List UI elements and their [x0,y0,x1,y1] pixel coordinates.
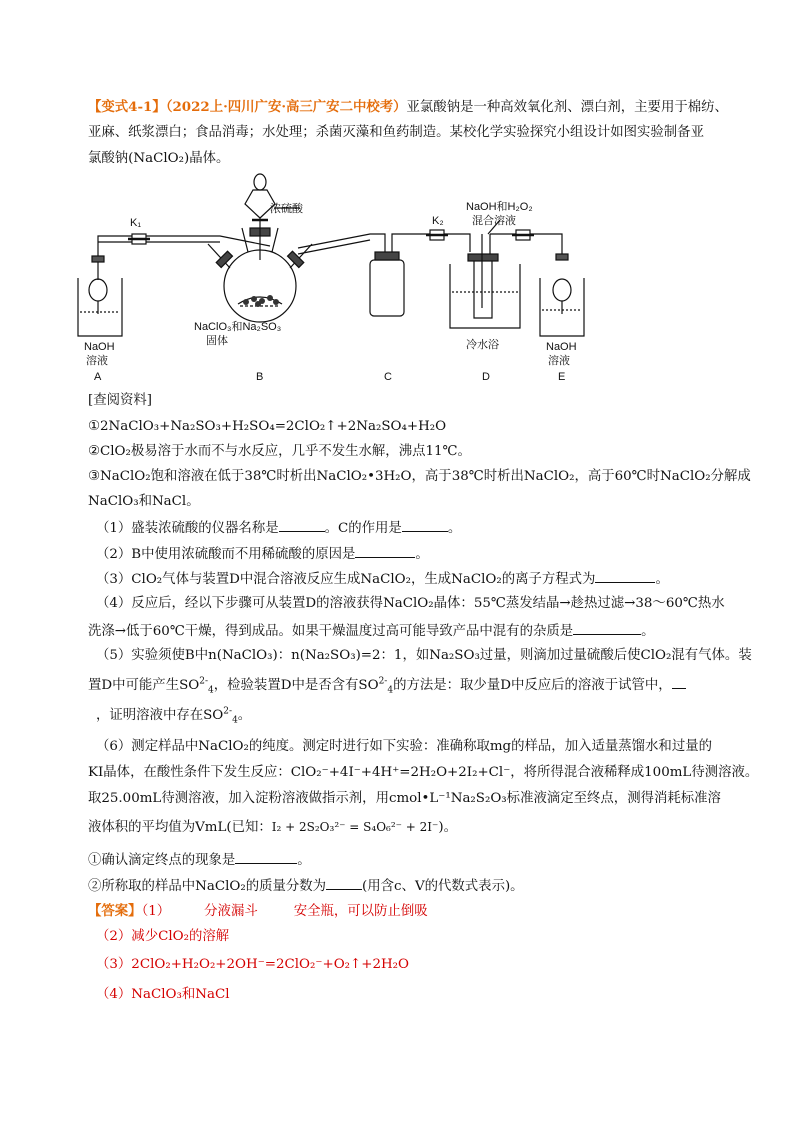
separatory-funnel [245,174,300,260]
q1-text-c: 。 [447,521,462,536]
label-conc-acid: 浓硫酸 [270,203,303,215]
q4-text-b: 洗涤→低于60℃干燥，得到成品。如果干燥温度过高可能导致产品中混有的杂质是 [88,624,574,639]
q6-blank-1[interactable] [235,850,297,864]
answer-2: （2）减少ClO₂的溶解 [96,929,230,944]
answer-1-num: （1） [141,904,171,919]
sulfate-formula-3: $SO^{2-}_4$ [203,706,238,726]
question-6c: 取25.00mL待测溶液，加入淀粉溶液做指示剂，用cmol•L⁻¹Na₂S₂O₃标准液滴定至终点，测得消耗标准溶 [88,791,721,806]
question-5b [88,675,686,695]
info-item-1: ①2NaClO₃+Na₂SO₃+H₂SO₄=2ClO₂↑+2Na₂SO₄+H₂O [88,419,447,434]
info-item-3b: NaClO₃和NaCl。 [88,494,200,509]
q6-text-d2: )。 [438,820,457,835]
variant-tag: 【变式4-1】 [88,99,166,115]
beaker-e [540,254,584,336]
q5-blank[interactable] [672,675,686,689]
question-2 [96,544,429,564]
info-item-2: ②ClO₂极易溶于水而不与水反应，几乎不发生水解，沸点11℃。 [88,444,471,459]
source-tag: （2022上·四川广安·高三广安二中校考） [165,99,407,115]
sulfate-formula-1: $SO^{2-}_4$ [179,676,214,696]
label-naoh-h2o2: NaOH和H₂O₂ [466,201,533,213]
answer-1-value-1: 分液漏斗 [204,904,258,919]
stopcock-k2 [426,230,448,240]
q2-blank[interactable] [355,544,415,558]
label-a: A [94,371,102,383]
answer-3-text-2: +O₂↑+2H₂O [322,957,410,972]
question-1 [96,518,461,538]
q6-blank-2[interactable] [326,876,362,890]
q1-blank-2[interactable] [402,518,448,532]
label-e: E [558,371,566,383]
label-naoh-e: NaOH [546,341,577,353]
question-4a: （4）反应后，经以下步骤可从装置D的溶液获得NaClO₂晶体：55℃蒸发结晶→趁热过滤→38～60℃热水 [96,596,725,611]
tube-a-b [98,236,270,258]
label-mixed-solution: 混合溶液 [472,215,516,227]
question-6d [88,818,457,837]
q6-text-e2: 。 [297,853,311,868]
answer-4: （4）NaClO₃和NaCl [96,987,230,1002]
question-3 [96,569,669,589]
intro-line-3: 氯酸钠(NaClO₂)晶体。 [88,151,230,166]
q5-text-b3: 的方法是：取少量D中反应后的溶液于试管中， [393,678,672,693]
beaker-a [78,256,122,336]
q5-text-c1: ，证明溶液中存在 [96,708,204,723]
label-c: C [384,371,392,383]
q3-text-a: （3）ClO₂气体与装置D中混合溶液反应生成NaClO₂，生成NaClO₂的离子方程式为 [96,572,596,587]
q1-text-a: （1）盛装浓硫酸的仪器名称是 [96,521,279,536]
q2-text-b: 。 [415,547,429,562]
q6-text-f1: ②所称取的样品中NaClO₂的质量分数为 [88,879,327,894]
q6-text-f2: (用含c、V的代数式表示)。 [362,879,524,894]
label-k2: K₂ [432,215,444,227]
q6-text-d1: 液体积的平均值为VmL(已知： [88,820,272,835]
info-heading: [查阅资料] [88,393,153,408]
answer-3 [96,956,409,974]
label-naoh-a: NaOH [84,341,115,353]
q3-text-b: 。 [655,572,669,587]
label-solid-1: NaClO₃和Na₂SO₃ [194,321,282,333]
question-5a: （5）实验须使B中n(NaClO₃)：n(Na₂SO₃)=2：1，如Na₂SO₃过量，则滴加过量硫酸后使ClO₂混有气体。装 [96,648,752,663]
q1-blank-1[interactable] [279,518,325,532]
question-6f [88,876,524,896]
answer-label: 【答案】 [88,903,142,919]
label-solution-e: 溶液 [548,355,570,367]
stopcock-e [512,230,534,240]
answer-1-value-2: 安全瓶，可以防止倒吸 [293,904,428,919]
answer-3-text-1: （3）2ClO₂+H₂O₂+2OH⁻=2 [96,957,285,972]
apparatus-diagram [70,168,610,383]
label-b: B [256,371,264,383]
question-6e [88,850,311,870]
label-cold-bath: 冷水浴 [466,339,499,351]
answer-1 [88,902,428,921]
q1-text-b: 。C的作用是 [324,521,402,536]
label-solid-2: 固体 [206,335,228,347]
intro-line-1 [88,98,728,117]
q5-text-c2: 。 [237,708,252,723]
label-d: D [482,371,490,383]
q4-blank[interactable] [573,621,641,635]
q3-blank[interactable] [595,569,655,583]
info-item-3a: ③NaClO₂饱和溶液在低于38℃时析出NaClO₂•3H₂O，高于38℃时析出NaClO₂，高于60℃时NaClO₂分解成 [88,469,751,484]
label-k1: K₁ [130,217,142,229]
iodine-thiosulfate-equation: I₂ + 2S₂O₃²⁻ = S₄O₆²⁻ + 2I⁻ [271,820,439,834]
question-6b: KI晶体，在酸性条件下发生反应：ClO₂⁻+4I⁻+4H⁺=2H₂O+2I₂+Cl⁻，将所得混合液稀释成100mL待测溶液。 [88,765,759,780]
q5-text-b2: ，检验装置D中是否含有 [213,678,359,693]
beaker-d [450,234,520,328]
q6-text-e1: ①确认滴定终点的现象是 [88,853,236,868]
intro-text-1: 亚氯酸钠是一种高效氧化剂、漂白剂，主要用于棉纺、 [406,100,728,115]
question-6a: （6）测定样品中NaClO₂的纯度。测定时进行如下实验：准确称取mg的样品，加入适量蒸馏水和过量的 [96,739,712,754]
label-solution-a: 溶液 [86,355,108,367]
q4-text-c: 。 [641,624,655,639]
question-4b [88,621,655,641]
question-5c [96,707,251,725]
sulfate-formula-2: $SO^{2-}_4$ [358,676,394,696]
q2-text-a: （2）B中使用浓硫酸而不用稀硫酸的原因是 [96,547,356,562]
q5-text-b1: 置D中可能产生 [88,678,180,693]
intro-line-2: 亚麻、纸浆漂白；食品消毒；水处理；杀菌灭藻和鱼药制造。某校化学实验探究小组设计如图实验制备亚 [88,125,704,140]
answer-3-chlorite: ClO₂⁻ [284,957,323,972]
